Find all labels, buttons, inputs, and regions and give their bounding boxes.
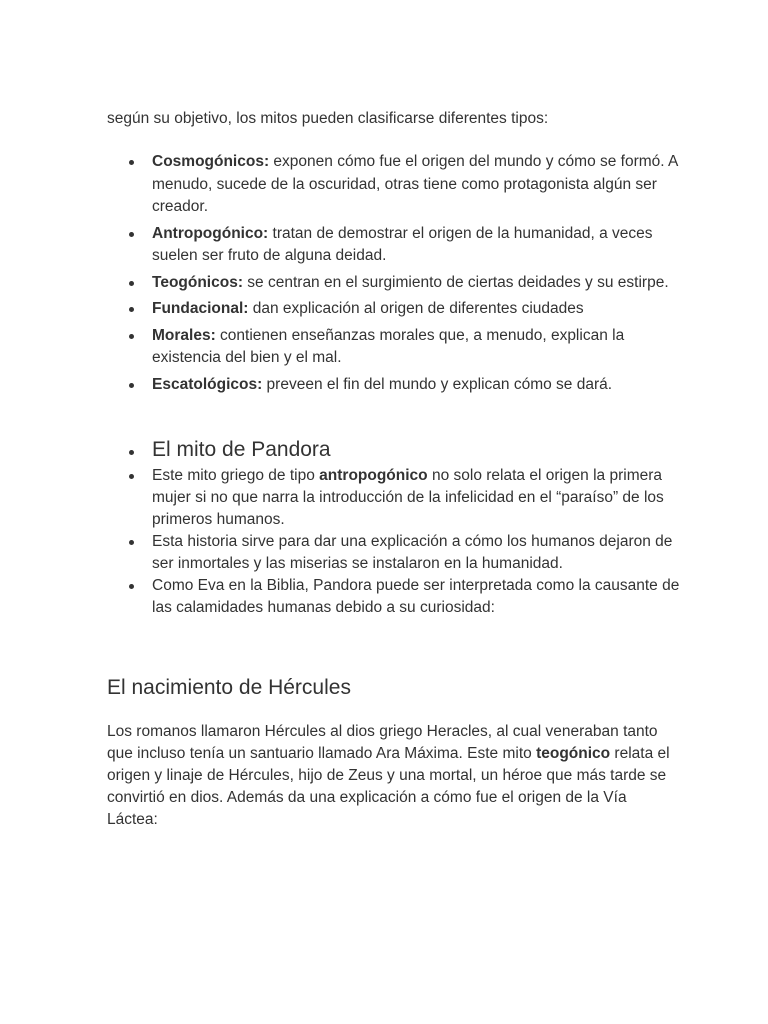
list-text: no solo relata el origen la primera mujer si no que narra la introducción de la infelicidad en el “paraíso” de los primeros humanos. — [152, 467, 664, 528]
list-item: Esta historia sirve para dar una explicación a cómo los humanos dejaron de ser inmortales y las miserias se instalaron en la humanidad. — [128, 531, 688, 575]
list-text: Este mito griego de tipo — [152, 467, 320, 484]
hercules-heading: El nacimiento de Hércules — [107, 676, 351, 699]
list-item — [128, 465, 688, 531]
hercules-paragraph — [107, 721, 677, 831]
term-label: Fundacional: — [152, 300, 249, 317]
term-description: dan explicación al origen de diferentes ciudades — [248, 300, 584, 317]
myth-types-list — [128, 151, 688, 400]
term-description: contienen enseñanzas morales que, a menudo, explican la existencia del bien y el mal. — [152, 326, 625, 366]
term-label: Teogónicos: — [152, 273, 243, 291]
paragraph-text: Los romanos llamaron Hércules al dios griego Heracles, al cual veneraban tanto que incluso tenía un santuario llamado Ara Máxima. Este mito — [107, 723, 658, 762]
term-label: Antropogónico: — [152, 224, 269, 242]
term-label: Escatológicos: — [152, 375, 263, 393]
term-label: Cosmogónicos: — [152, 153, 270, 170]
list-item — [128, 374, 688, 397]
list-item: Como Eva en la Biblia, Pandora puede ser interpretada como la causante de las calamidades humanas debido a su curiosidad: — [128, 575, 688, 619]
intro-text: según su objetivo, los mitos pueden clasificarse diferentes tipos: — [107, 110, 549, 127]
term-description: exponen cómo fue el origen del mundo y cómo se formó. A menudo, sucede de la oscuridad, otras tiene como protagonista algún ser creador. — [152, 153, 678, 215]
pandora-list — [128, 436, 688, 619]
term-description: se centran en el surgimiento de ciertas deidades y su estirpe. — [243, 273, 669, 291]
list-item — [128, 223, 688, 268]
term-label: Morales: — [152, 326, 216, 344]
bold-term: teogónico — [536, 745, 611, 762]
list-item — [128, 272, 688, 295]
list-item — [128, 325, 688, 370]
term-description: tratan de demostrar el origen de la humanidad, a veces suelen ser fruto de alguna deidad. — [152, 224, 653, 264]
term-description: preveen el fin del mundo y explican cómo se dará. — [262, 375, 613, 393]
pandora-heading: El mito de Pandora — [128, 436, 688, 464]
bold-term: antropogónico — [319, 467, 428, 484]
list-item — [128, 298, 688, 321]
list-item — [128, 151, 688, 219]
paragraph-text: relata el origen y linaje de Hércules, hijo de Zeus y una mortal, un héroe que más tarde se convirtió en dios. Además da una explicación a cómo fue el origen de la Vía Láctea: — [107, 745, 670, 828]
